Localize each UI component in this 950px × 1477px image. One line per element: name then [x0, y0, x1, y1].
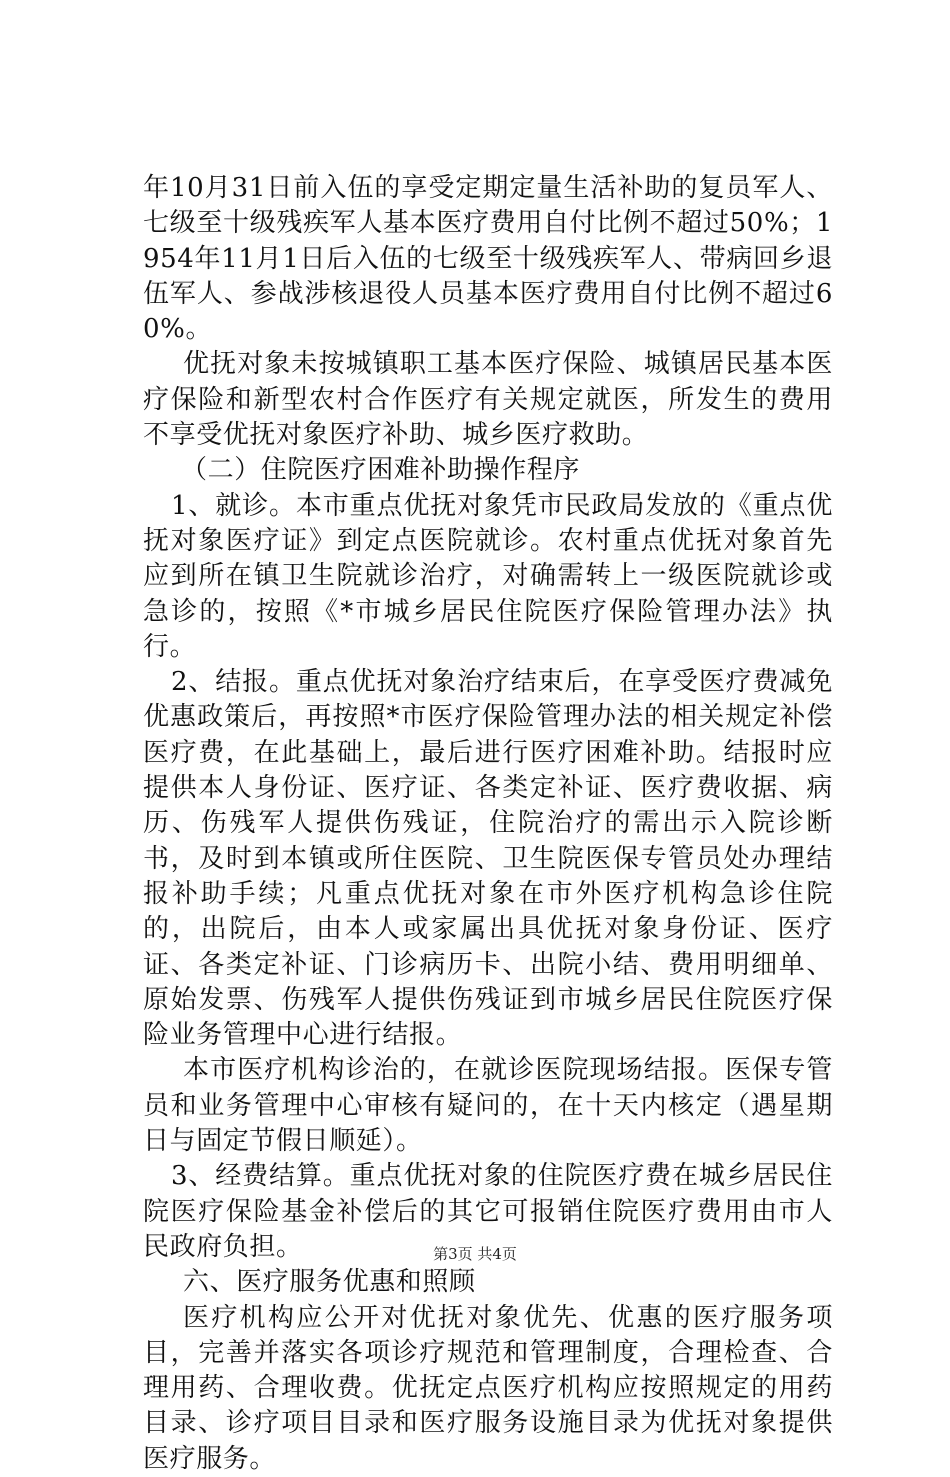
document-body [143, 171, 833, 1477]
section-heading-services: 六、医疗服务优惠和照顾 [183, 1267, 476, 1298]
paragraph-settlement: 2、结报。重点优抚对象治疗结束后，在享受医疗费减免优惠政策后，再按照*市医疗保险管理办法的相关规定补偿医疗费，在此基础上，最后进行医疗困难补助。结报时应提供本人身份证、医疗证、各类定补证、医疗费收据、病历、伤残军人提供伤残证，住院治疗的需出示入院诊断书，及时到本镇或所住医院、卫生院医保专管员处办理结报补助手续；凡重点优抚对象在市外医疗机构急诊住院的，出院后，由本人或家属出具优抚对象身份证、医疗证、各类定补证、门诊病历卡、出院小结、费用明细单、原始发票、伤残军人提供伤残证到市城乡居民住院医疗保险业务管理中心进行结报。 [143, 667, 833, 1051]
paragraph-continuation: 年10月31日前入伍的享受定期定量生活补助的复员军人、七级至十级残疾军人基本医疗费用自付比例不超过50%；1954年11月1日后入伍的七级至十级残疾军人、带病回乡退伍军人、参战涉核退役人员基本医疗费用自付比例不超过60%。 [143, 173, 833, 345]
page-number-footer: 第3页 共4页 [433, 1245, 517, 1263]
paragraph-medical-services: 医疗机构应公开对优抚对象优先、优惠的医疗服务项目，完善并落实各项诊疗规范和管理制度，合理检查、合理用药、合理收费。优抚定点医疗机构应按照规定的用药目录、诊疗项目目录和医疗服务设施目录为优抚对象提供医疗服务。 [143, 1302, 833, 1474]
section-heading-procedure: （二）住院医疗困难补助操作程序 [181, 455, 581, 486]
paragraph-consultation: 1、就诊。本市重点优抚对象凭市民政局发放的《重点优抚对象医疗证》到定点医院就诊。农村重点优抚对象首先应到所在镇卫生院就诊治疗，对确需转上一级医院就诊或急诊的，按照《*市城乡居民住院医疗保险管理办法》执行。 [143, 490, 833, 662]
paragraph-onsite-settlement: 本市医疗机构诊治的，在就诊医院现场结报。医保专管员和业务管理中心审核有疑问的，在十天内核定（遇星期日与固定节假日顺延）。 [143, 1055, 833, 1157]
paragraph-fund-settlement: 3、经费结算。重点优抚对象的住院医疗费在城乡居民住院医疗保险基金补偿后的其它可报销住院医疗费用由市人民政府负担。 [143, 1161, 833, 1262]
paragraph-medical-rules: 优抚对象未按城镇职工基本医疗保险、城镇居民基本医疗保险和新型农村合作医疗有关规定就医，所发生的费用不享受优抚对象医疗补助、城乡医疗救助。 [143, 349, 833, 451]
